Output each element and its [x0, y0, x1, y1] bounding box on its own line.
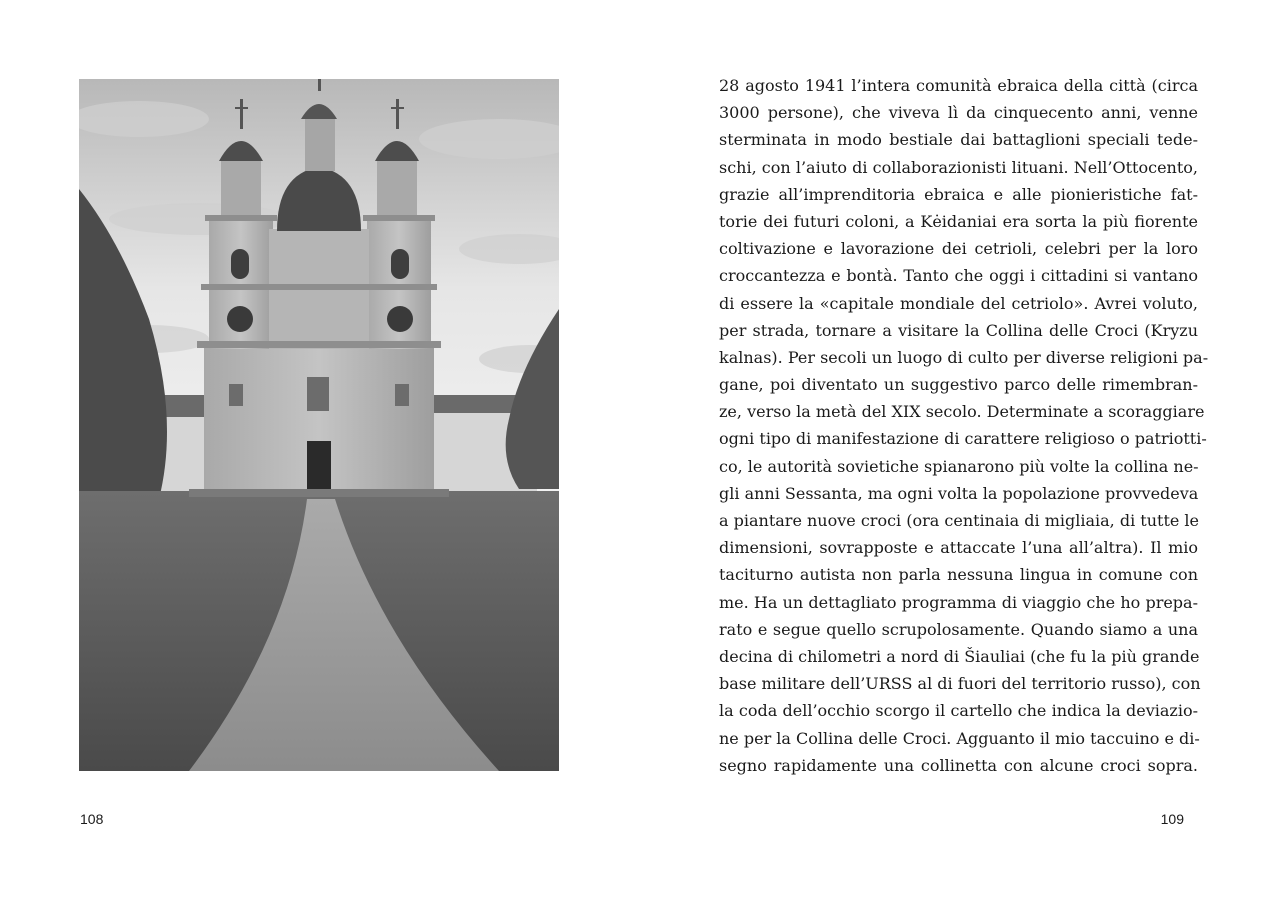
text-line: dimensioni, sovrapposte e attaccate l’una all’altra). Il mio [719, 538, 1198, 558]
text-line: taciturno autista non parla nessuna lingua in comune con [719, 565, 1198, 585]
text-line: me. Ha un dettagliato programma di viaggio che ho prepa- [719, 592, 1198, 612]
text-line: segno rapidamente una collinetta con alcune croci sopra. [719, 755, 1198, 775]
text-line: kalnas). Per secoli un luogo di culto per diverse religioni pa- [719, 347, 1209, 367]
text-line: gli anni Sessanta, ma ogni volta la popolazione provvedeva [719, 483, 1199, 503]
right-page [638, 0, 1277, 904]
text-line: coltivazione e lavorazione dei cetrioli, celebri per la loro [719, 239, 1198, 259]
text-line: ne per la Collina delle Croci. Agguanto il mio taccuino e di- [719, 728, 1200, 748]
text-line: sterminata in modo bestiale dai battaglioni speciali tede- [719, 130, 1198, 150]
body-text [719, 72, 1209, 779]
text-line: di essere la «capitale mondiale del cetriolo». Avrei voluto, [719, 293, 1198, 313]
text-line: ogni tipo di manifestazione di carattere religioso o patriotti- [719, 429, 1207, 449]
text-line: schi, con l’aiuto di collaborazionisti lituani. Nell’Ottocento, [719, 157, 1198, 177]
text-line: per strada, tornare a visitare la Collina delle Croci (Kryzu [719, 320, 1198, 340]
text-line: ze, verso la metà del XIX secolo. Determinate a scoraggiare [719, 402, 1205, 422]
text-line: base militare dell’URSS al di fuori del territorio russo), con [719, 674, 1201, 694]
page-number-right: 109 [1160, 811, 1184, 827]
church-photo [79, 79, 559, 771]
page-number-left: 108 [80, 811, 104, 827]
left-page [0, 0, 638, 904]
text-line: gane, poi diventato un suggestivo parco delle rimembran- [719, 375, 1198, 395]
text-line: la coda dell’occhio scorgo il cartello che indica la deviazio- [719, 701, 1198, 721]
text-line: decina di chilometri a nord di Šiauliai (che fu la più grande [719, 646, 1200, 666]
text-line: torie dei futuri coloni, a Kėidaniai era sorta la più fiorente [719, 211, 1198, 231]
text-line: rato e segue quello scrupolosamente. Quando siamo a una [719, 619, 1198, 639]
text-line: 28 agosto 1941 l’intera comunità ebraica della città (circa [719, 76, 1198, 95]
text-line: 3000 persone), che viveva lì da cinquecento anni, venne [719, 103, 1198, 123]
text-line: croccantezza e bontà. Tanto che oggi i cittadini si vantano [719, 266, 1198, 286]
text-line: a piantare nuove croci (ora centinaia di migliaia, di tutte le [719, 511, 1200, 530]
text-line: grazie all’imprenditoria ebraica e alle pionieristiche fat- [719, 184, 1198, 204]
text-line: co, le autorità sovietiche spianarono più volte la collina ne- [719, 456, 1199, 476]
